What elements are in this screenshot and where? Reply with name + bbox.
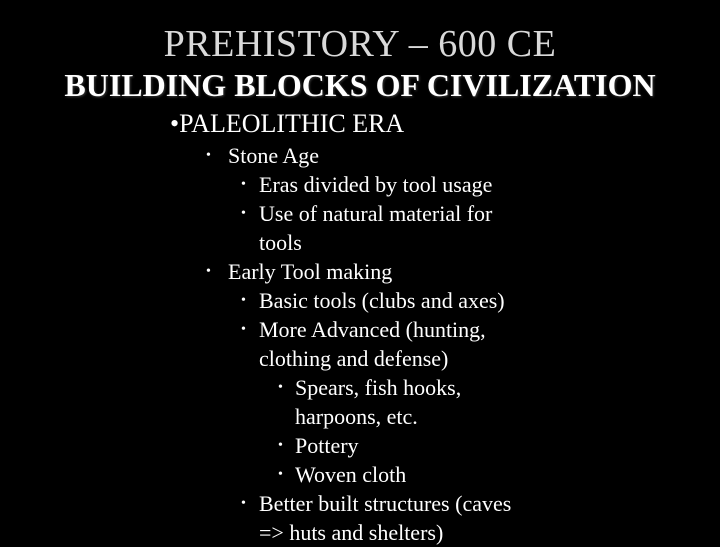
list-item-label: Stone Age [228,143,320,168]
list-item-continuation: => huts and shelters) [259,520,444,545]
list-item-label: Eras divided by tool usage [259,172,493,197]
bullet-icon: • [241,322,246,337]
bullet-icon: • [278,467,283,482]
list-item-label: Better built structures (caves [259,491,512,516]
bullet-icon: • [241,206,246,221]
slide-subtitle: BUILDING BLOCKS OF CIVILIZATION [64,67,656,103]
list-item-label: Woven cloth [295,462,407,487]
list-item-label: Basic tools (clubs and axes) [259,288,505,313]
bullet-icon: • [206,148,211,163]
list-item-label: Early Tool making [228,259,393,284]
list-item-label: Spears, fish hooks, [295,375,462,400]
outline-heading: •PALEOLITHIC ERA [170,109,405,138]
bullet-icon: • [278,380,283,395]
list-item-label: Pottery [295,433,359,458]
bullet-icon: • [206,264,211,279]
bullet-icon: • [241,177,246,192]
list-item-label: More Advanced (hunting, [259,317,486,342]
list-item-continuation: tools [259,230,302,255]
list-item-continuation: harpoons, etc. [295,404,418,429]
bullet-icon: • [241,293,246,308]
slide-title: PREHISTORY – 600 CE [163,23,557,65]
bullet-icon: • [241,496,246,511]
bullet-icon: • [278,438,283,453]
list-item-label: Use of natural material for [259,201,493,226]
list-item-continuation: clothing and defense) [259,346,449,371]
